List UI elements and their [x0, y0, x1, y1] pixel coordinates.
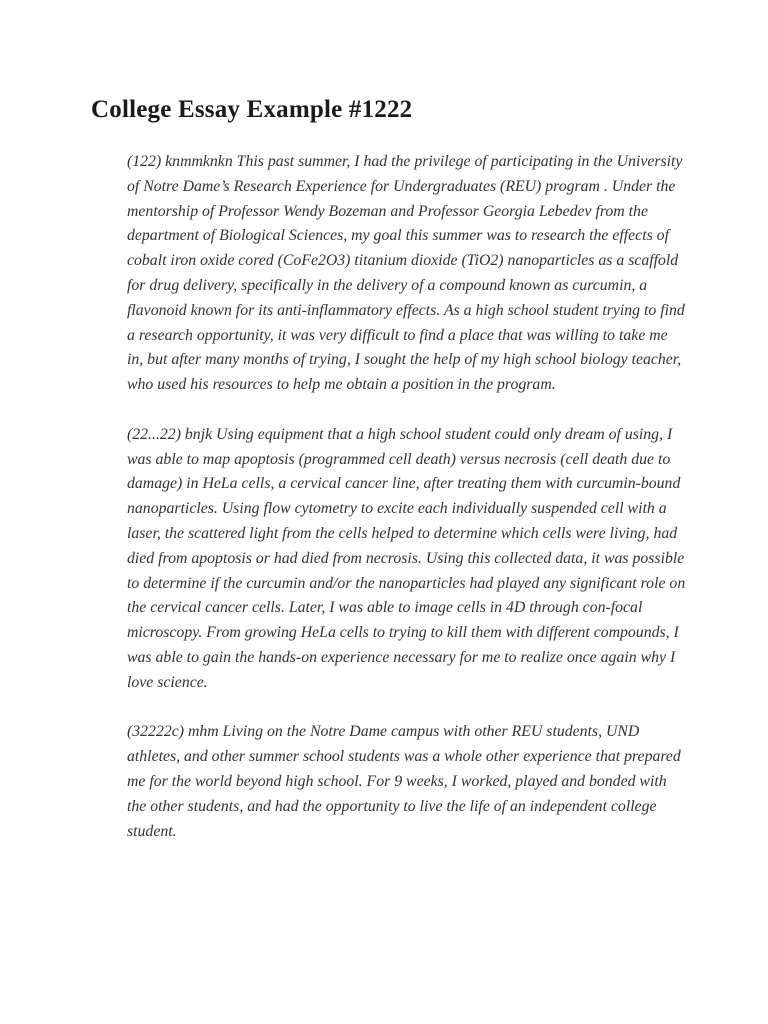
essay-paragraph-2: (22...22) bnjk Using equipment that a high school student could only dream of using, I was able to map apoptosis (programmed cell death) versus necrosis (cell death due to damage) in HeLa cells, a cervical cancer line, after treating them with curcumin-bound nanoparticles. Using flow cytometry to excite each individually suspended cell with a laser, the scattered light from the cells helped to determine which cells were living, had died from apoptosis or had died from necrosis. Using this collected data, it was possible to determine if the curcumin and/or the nanoparticles had played any significant role on the cervical cancer cells. Later, I was able to image cells in 4D through con-focal microscopy. From growing HeLa cells to trying to kill them with different compounds, I was able to gain the hands-on experience necessary for me to realize once again why I love science. [127, 425, 686, 691]
essay-body [127, 150, 687, 869]
essay-paragraph-3: (32222c) mhm Living on the Notre Dame campus with other REU students, UND athletes, and other summer school students was a whole other experience that prepared me for the world beyond high school. For 9 weeks, I worked, played and bonded with the other students, and had the opportunity to live the life of an independent college student. [127, 723, 681, 840]
essay-paragraph-1: (122) knmmknkn This past summer, I had the privilege of participating in the University of Notre Dame’s Research Experience for Undergraduates (REU) program . Under the mentorship of Professor Wendy Bozeman and Professor Georgia Lebedev from the department of Biological Sciences, my goal this summer was to research the effects of cobalt iron oxide cored (CoFe2O3) titanium dioxide (TiO2) nanoparticles as a scaffold for drug delivery, specifically in the delivery of a compound known as curcumin, a flavonoid known for its anti-inflammatory effects. As a high school student trying to find a research opportunity, it was very difficult to find a place that was willing to take me in, but after many months of trying, I sought the help of my high school biology teacher, who used his resources to help me obtain a position in the program. [127, 153, 685, 394]
document-title: College Essay Example #1222 [91, 96, 413, 123]
